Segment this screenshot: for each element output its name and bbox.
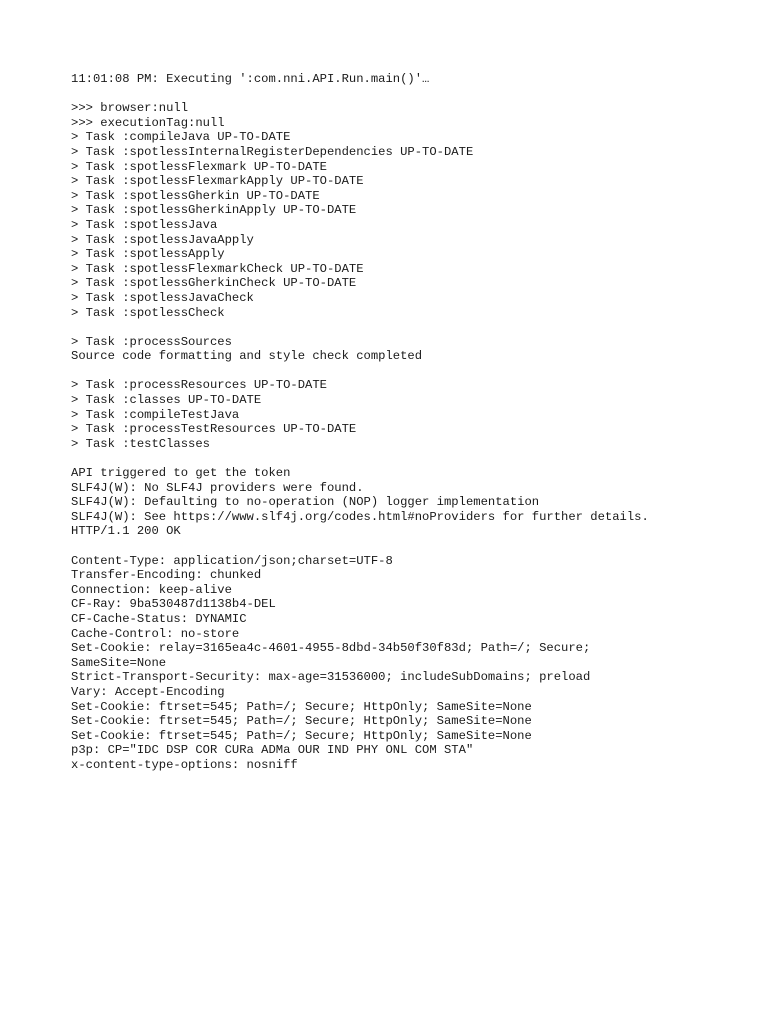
console-line: > Task :classes UP-TO-DATE	[71, 393, 262, 408]
console-line: p3p: CP="IDC DSP COR CURa ADMa OUR IND PHY ONL COM STA"	[71, 743, 474, 758]
console-line: Set-Cookie: relay=3165ea4c-4601-4955-8dbd-34b50f30f83d; Path=/; Secure;	[71, 641, 591, 656]
console-line: SLF4J(W): See https://www.slf4j.org/codes.html#noProviders for further details.	[71, 509, 649, 524]
console-blank-line	[71, 451, 751, 466]
console-line: >>> browser:null	[71, 101, 189, 116]
console-line: > Task :spotlessInternalRegisterDependencies UP-TO-DATE	[71, 144, 474, 159]
console-line: > Task :processTestResources UP-TO-DATE	[71, 422, 357, 437]
console-line: Source code formatting and style check completed	[71, 349, 423, 364]
console-line: > Task :spotlessJavaApply	[71, 232, 254, 247]
console-line: > Task :spotlessJava	[71, 217, 218, 232]
console-line: > Task :spotlessGherkinApply UP-TO-DATE	[71, 203, 357, 218]
console-line: > Task :spotlessGherkinCheck UP-TO-DATE	[71, 276, 357, 291]
console-line: Set-Cookie: ftrset=545; Path=/; Secure; HttpOnly; SameSite=None	[71, 728, 532, 743]
console-blank-line	[71, 364, 751, 379]
console-line: HTTP/1.1 200 OK	[71, 524, 181, 539]
console-line: > Task :spotlessFlexmark UP-TO-DATE	[71, 159, 327, 174]
console-line: > Task :testClasses	[71, 436, 210, 451]
console-line: 11:01:08 PM: Executing ':com.nni.API.Run.main()'…	[71, 72, 430, 86]
console-line: Set-Cookie: ftrset=545; Path=/; Secure; HttpOnly; SameSite=None	[71, 699, 532, 714]
console-line: Vary: Accept-Encoding	[71, 684, 225, 699]
console-line: Connection: keep-alive	[71, 582, 232, 597]
console-blank-line	[71, 539, 751, 554]
console-blank-line	[71, 87, 751, 102]
console-line: > Task :spotlessFlexmarkApply UP-TO-DATE	[71, 174, 364, 189]
console-line: SLF4J(W): Defaulting to no-operation (NOP) logger implementation	[71, 495, 540, 510]
console-line: Content-Type: application/json;charset=UTF-8	[71, 553, 393, 568]
console-line: > Task :processSources	[71, 334, 232, 349]
console-line: x-content-type-options: nosniff	[71, 757, 298, 772]
console-line: Cache-Control: no-store	[71, 626, 240, 641]
console-line: > Task :spotlessApply	[71, 247, 225, 262]
console-line: SameSite=None	[71, 655, 167, 670]
console-line: > Task :processResources UP-TO-DATE	[71, 378, 327, 393]
console-line: > Task :spotlessGherkin UP-TO-DATE	[71, 188, 320, 203]
console-line: > Task :compileTestJava	[71, 407, 240, 422]
console-line: > Task :spotlessJavaCheck	[71, 290, 254, 305]
console-line: Transfer-Encoding: chunked	[71, 568, 262, 583]
console-line: CF-Ray: 9ba530487d1138b4-DEL	[71, 597, 276, 612]
console-line: Set-Cookie: ftrset=545; Path=/; Secure; HttpOnly; SameSite=None	[71, 714, 532, 729]
console-line: > Task :compileJava UP-TO-DATE	[71, 130, 291, 145]
console-line: > Task :spotlessFlexmarkCheck UP-TO-DATE	[71, 261, 364, 276]
console-line: > Task :spotlessCheck	[71, 305, 225, 320]
console-blank-line	[71, 320, 751, 335]
console-line: CF-Cache-Status: DYNAMIC	[71, 611, 247, 626]
console-line: SLF4J(W): No SLF4J providers were found.	[71, 480, 364, 495]
console-output[interactable]	[71, 72, 751, 773]
console-line: API triggered to get the token	[71, 466, 291, 481]
console-line: >>> executionTag:null	[71, 115, 225, 130]
console-line: Strict-Transport-Security: max-age=31536000; includeSubDomains; preload	[71, 670, 591, 685]
